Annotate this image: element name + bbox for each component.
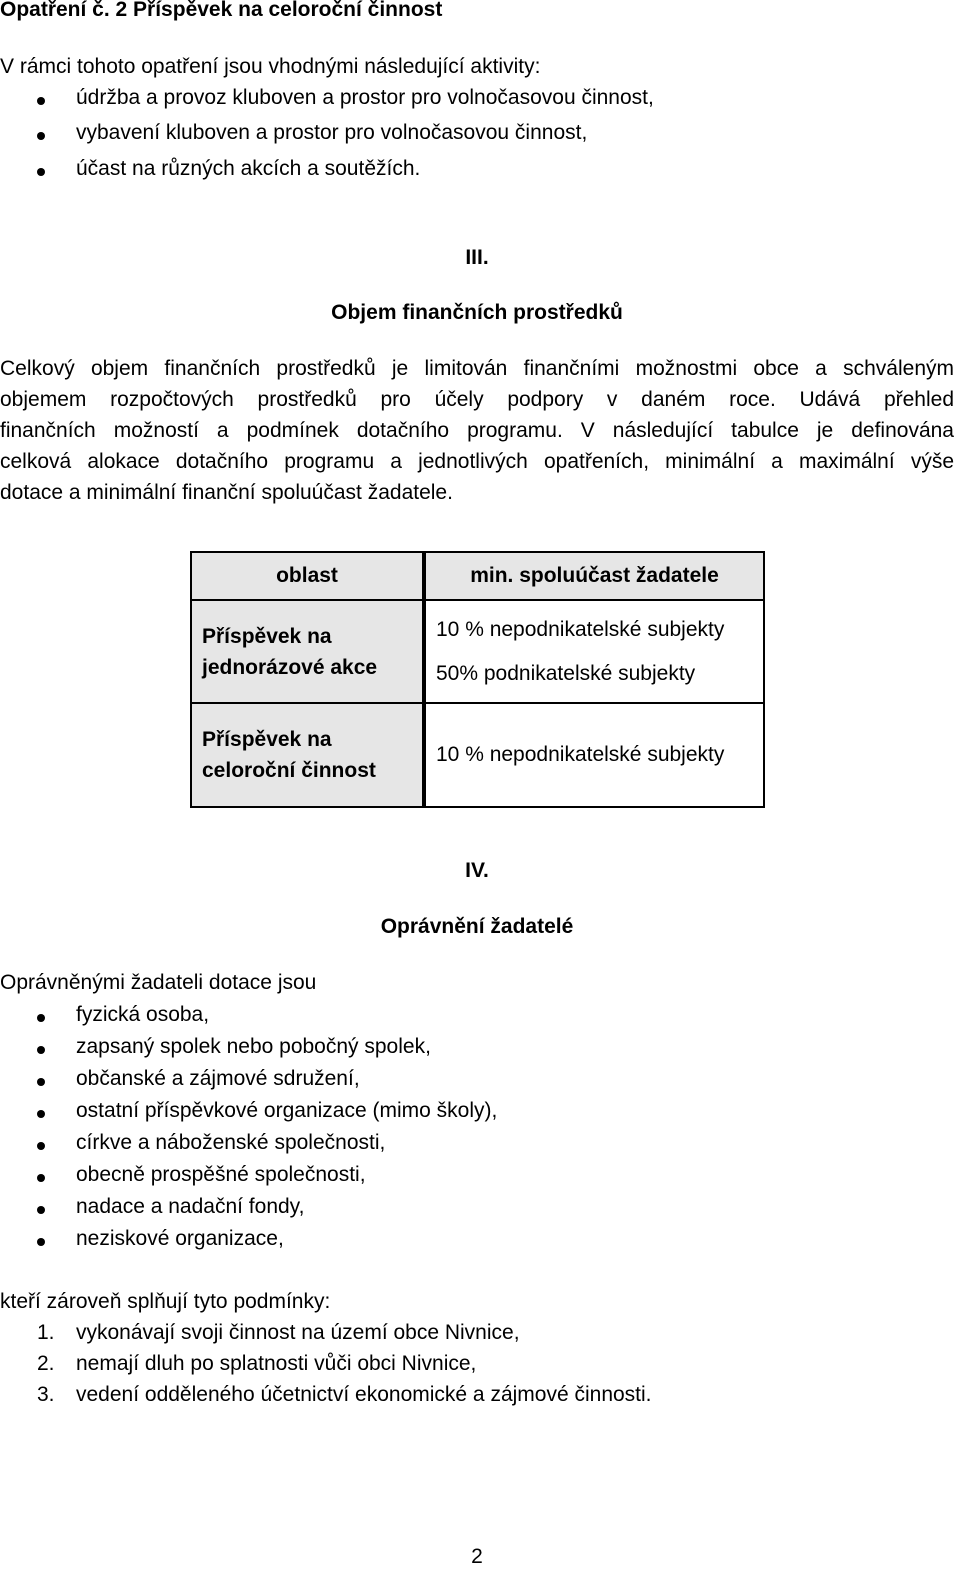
list-item: fyzická osoba, [76,1003,210,1026]
value-line: 50% podnikatelské subjekty [436,661,696,685]
conditions-intro: kteří zároveň splňují tyto podmínky: [0,1290,331,1313]
paragraph-line: objemem rozpočtových prostředků pro účely podpory v daném roce. Udává přehled [0,388,954,411]
label-line: jednorázové akce [202,655,378,679]
list-item: zapsaný spolek nebo pobočný spolek, [76,1035,431,1058]
label-line: celoroční činnost [202,759,376,782]
bullet-icon [37,1046,45,1054]
section-title: Oprávnění žadatelé [380,915,574,938]
table-value-cell [424,703,764,807]
list-number: 3. [37,1383,55,1406]
applicants-intro: Oprávněnými žadateli dotace jsou [0,971,317,994]
bullet-icon [37,1174,45,1182]
list-item: občanské a zájmové sdružení, [76,1067,360,1090]
list-item: obecně prospěšné společnosti, [76,1163,366,1186]
section-number: III. [465,246,489,269]
list-item: církve a náboženské společnosti, [76,1131,386,1154]
list-number: 2. [37,1352,55,1375]
table-row [191,600,764,703]
bullet-icon [37,132,45,140]
bullet-icon [37,1206,45,1214]
paragraph-line: Celkový objem finančních prostředků je limitován finančními možnostmi obce a schváleným [0,357,954,380]
list-number: 1. [37,1321,55,1344]
section-title: Objem finančních prostředků [331,301,623,324]
paragraph-line: dotace a minimální finanční spoluúčast žadatele. [0,481,453,504]
bullet-icon [37,1014,45,1022]
table-header-cell: oblast [191,552,424,600]
table-header-cell: min. spoluúčast žadatele [424,552,764,600]
label-line: Příspěvek na [202,728,332,751]
list-item: nadace a nadační fondy, [76,1195,305,1218]
co-financing-table [190,551,765,808]
list-item: vybavení kluboven a prostor pro volnočasovou činnost, [76,121,588,144]
measure-heading: Opatření č. 2 Příspěvek na celoroční činnost [0,0,443,21]
list-item: údržba a provoz kluboven a prostor pro volnočasovou činnost, [76,86,654,109]
list-item: vedení odděleného účetnictví ekonomické a zájmové činnosti. [76,1383,652,1406]
value-line: 10 % nepodnikatelské subjekty [436,743,725,766]
table-row [191,703,764,807]
paragraph-line: finančních možností a podmínek dotačního programu. V následující tabulce je definována [0,419,954,442]
bullet-icon [37,1238,45,1246]
table-label-cell [191,600,424,703]
list-item: neziskové organizace, [76,1227,284,1250]
list-item: nemají dluh po splatnosti vůči obci Nivnice, [76,1352,477,1375]
paragraph-line: celková alokace dotačního programu a jednotlivých opatřeních, minimální a maximální výše [0,450,954,473]
label-line: Příspěvek na [202,624,332,648]
activities-intro: V rámci tohoto opatření jsou vhodnými následující aktivity: [0,55,541,78]
table-value-cell [424,600,764,703]
bullet-icon [37,1110,45,1118]
list-item: účast na různých akcích a soutěžích. [76,157,421,180]
list-item: ostatní příspěvkové organizace (mimo školy), [76,1099,498,1122]
bullet-icon [37,168,45,176]
bullet-icon [37,1142,45,1150]
page-number: 2 [471,1545,483,1568]
table-label-cell [191,703,424,807]
bullet-icon [37,1078,45,1086]
table-header-row [191,552,764,600]
section-number: IV. [465,859,489,882]
bullet-icon [37,97,45,105]
value-line: 10 % nepodnikatelské subjekty [436,617,725,641]
list-item: vykonávají svoji činnost na území obce Nivnice, [76,1321,520,1344]
